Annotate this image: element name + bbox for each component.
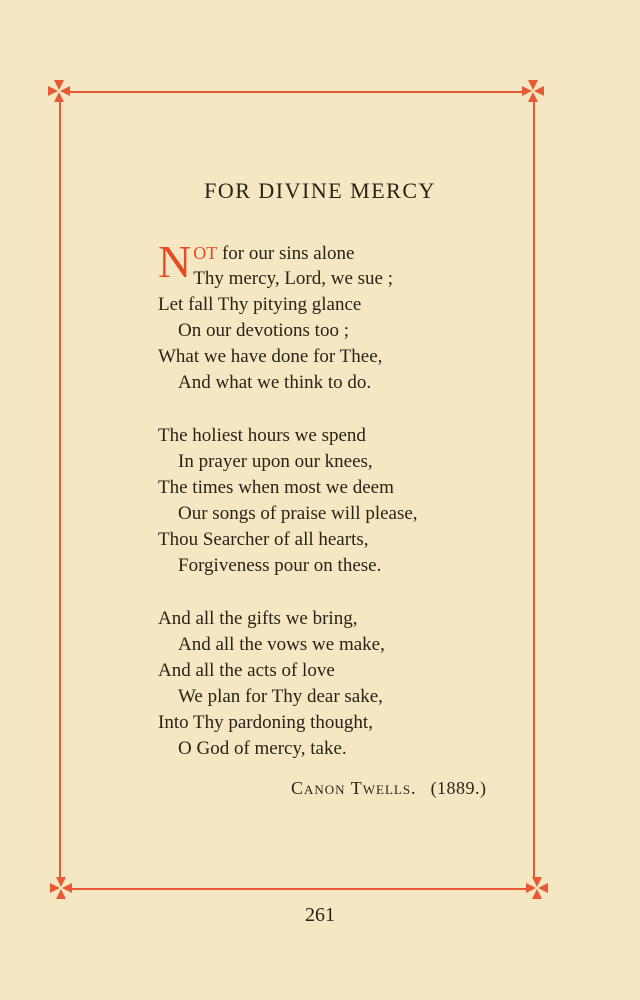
stanza-2 [158, 423, 418, 579]
attribution [291, 778, 487, 799]
poem-line: Into Thy pardoning thought, [158, 712, 373, 733]
poem-line: We plan for Thy dear sake, [178, 686, 383, 707]
maltese-cross-icon [526, 877, 548, 899]
poem-line: O God of mercy, take. [178, 738, 347, 759]
maltese-cross-icon [522, 80, 544, 102]
poem-line: Our songs of praise will please, [178, 503, 418, 524]
poem-line: The holiest hours we spend [158, 425, 366, 446]
poem-line: What we have done for Thee, [158, 346, 383, 367]
poem-line: And all the acts of love [158, 660, 335, 681]
poem-body [158, 236, 418, 762]
stanza-1 [158, 236, 418, 396]
poem-line: In prayer upon our knees, [178, 451, 373, 472]
border-bottom [70, 888, 528, 890]
poem-line: The times when most we deem [158, 477, 394, 498]
border-right [533, 101, 535, 878]
poem-line: And all the gifts we bring, [158, 608, 358, 629]
page-number: 261 [305, 904, 335, 926]
drop-cap-rest: OT [193, 243, 218, 263]
author: Canon Twells. [291, 778, 417, 798]
poem-line: Thy mercy, Lord, we sue ; [193, 268, 394, 289]
poem-line: And all the vows we make, [178, 634, 385, 655]
poem-line: Thou Searcher of all hearts, [158, 529, 369, 550]
maltese-cross-icon [50, 877, 72, 899]
stanza-3 [158, 606, 418, 762]
poem-title: FOR DIVINE MERCY [204, 178, 436, 203]
drop-cap: N [158, 236, 192, 287]
border-left [59, 101, 61, 878]
year: (1889.) [430, 778, 487, 798]
poem-line: And what we think to do. [178, 372, 372, 393]
border-top [68, 91, 524, 93]
poem-line: OT for our sins alone [193, 243, 355, 264]
maltese-cross-icon [48, 80, 70, 102]
poem-line: Let fall Thy pitying glance [158, 294, 362, 315]
poem-line: On our devotions too ; [178, 320, 349, 341]
poem-line: Forgiveness pour on these. [178, 555, 382, 576]
